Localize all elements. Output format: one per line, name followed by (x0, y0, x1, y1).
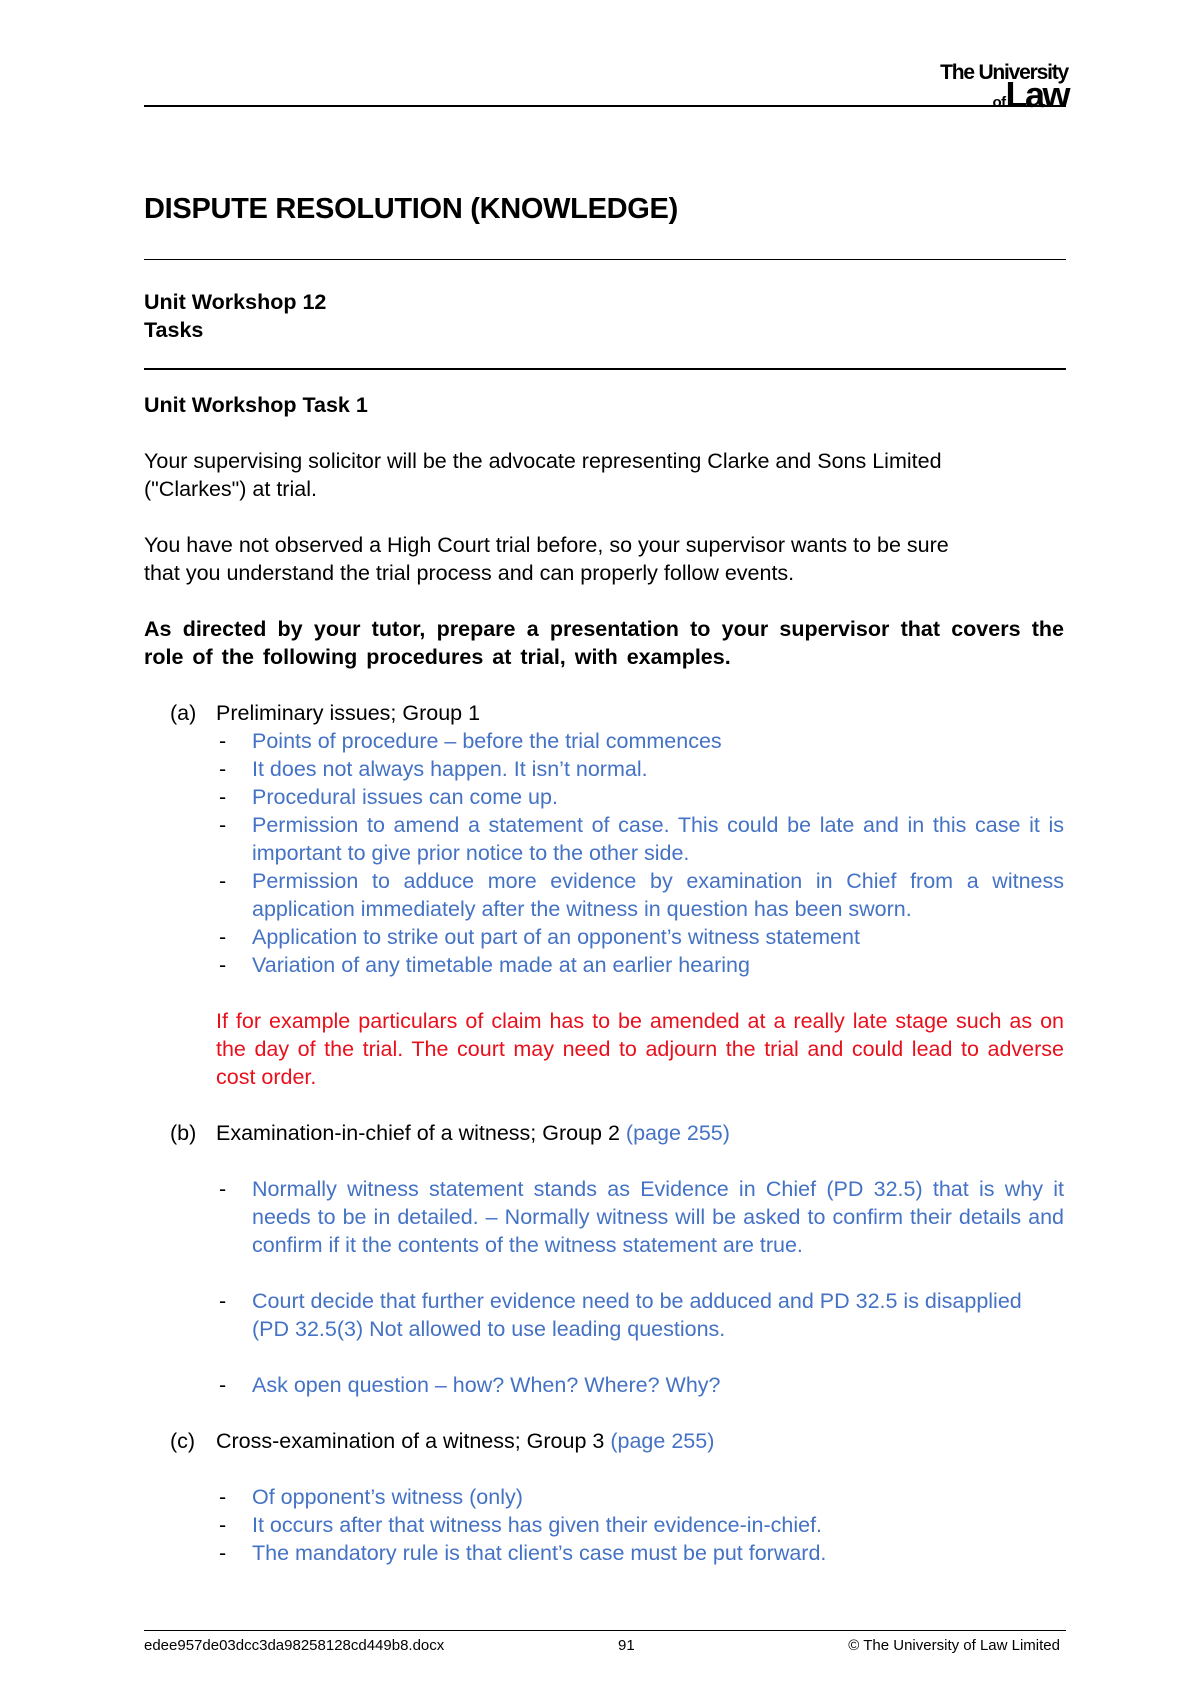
tasks-label: Tasks (144, 318, 204, 342)
context-paragraph-line1: You have not observed a High Court trial before, so your supervisor wants to be sure (144, 533, 949, 557)
list-item: - Procedural issues can come up. (219, 785, 558, 809)
task-instruction: As directed by your tutor, prepare a presentation to your supervisor that covers the role of the following procedures at trial, with examples. (144, 617, 1064, 669)
section-a (144, 699, 1064, 727)
list-item: - The mandatory rule is that client’s case must be put forward. (219, 1541, 827, 1565)
list-item: - It does not always happen. It isn’t normal. (219, 757, 648, 781)
logo-text-of: of (992, 94, 1006, 111)
task-heading: Unit Workshop Task 1 (144, 393, 368, 417)
footer-filename: edee957de03dcc3da98258128cd449b8.docx (144, 1637, 445, 1654)
list-item: - Court decide that further evidence need to be adduced and PD 32.5 is disapplied (PD 32.5(3) Not allowed to use leading questions. (219, 1289, 1022, 1341)
section-a-note: If for example particulars of claim has to be amended at a really late stage such as on the day of the trial. The court may need to adjourn the trial and could lead to adverse cost order. (216, 1009, 1064, 1089)
header-rule (144, 105, 1066, 107)
section-c-heading: Cross-examination of a witness; Group 3 (216, 1429, 605, 1453)
footer-page-number: 91 (618, 1637, 635, 1654)
list-item: - Application to strike out part of an opponent’s witness statement (219, 925, 860, 949)
intro-paragraph-line2: ("Clarkes") at trial. (144, 477, 317, 501)
list-item: - Ask open question – how? When? Where? Why? (219, 1373, 721, 1397)
footer-copyright: © The University of Law Limited (848, 1637, 1060, 1654)
footer-rule (144, 1630, 1066, 1631)
title-rule (144, 259, 1066, 260)
section-a-heading: Preliminary issues; Group 1 (216, 701, 481, 725)
page-title: DISPUTE RESOLUTION (KNOWLEDGE) (144, 193, 678, 225)
list-item: - Permission to amend a statement of case. This could be late and in this case it is important to give prior notice to the other side. (219, 813, 1064, 865)
intro-paragraph-line1: Your supervising solicitor will be the advocate representing Clarke and Sons Limited (144, 449, 942, 473)
unit-workshop-label: Unit Workshop 12 (144, 290, 327, 314)
logo-text-law: Law (1005, 74, 1068, 115)
unit-rule (144, 368, 1066, 370)
list-item: - Normally witness statement stands as Evidence in Chief (PD 32.5) that is why it needs to be in detailed. – Normally witness will be asked to confirm their details and confirm if it the contents of the witness statement are true. (219, 1177, 1064, 1257)
section-a-label: (a) (170, 701, 197, 725)
section-b-heading: Examination-in-chief of a witness; Group 2 (216, 1121, 620, 1145)
section-c (144, 1427, 1064, 1455)
document-body (144, 288, 1064, 1567)
list-item: - Variation of any timetable made at an earlier hearing (219, 953, 750, 977)
section-c-page-ref: (page 255) (610, 1429, 715, 1453)
list-item: - Of opponent’s witness (only) (219, 1485, 523, 1509)
logo-text-line1: The University (940, 61, 1068, 84)
list-item: - It occurs after that witness has given their evidence-in-chief. (219, 1513, 823, 1537)
section-b-page-ref: (page 255) (625, 1121, 730, 1145)
list-item: - Permission to adduce more evidence by examination in Chief from a witness application immediately after the witness in question has been sworn. (219, 869, 1064, 921)
section-c-label: (c) (170, 1429, 196, 1453)
section-b-label: (b) (170, 1121, 197, 1145)
section-b (144, 1119, 1064, 1147)
list-item: - Points of procedure – before the trial commences (219, 729, 722, 753)
context-paragraph-line2: that you understand the trial process and can properly follow events. (144, 561, 795, 585)
